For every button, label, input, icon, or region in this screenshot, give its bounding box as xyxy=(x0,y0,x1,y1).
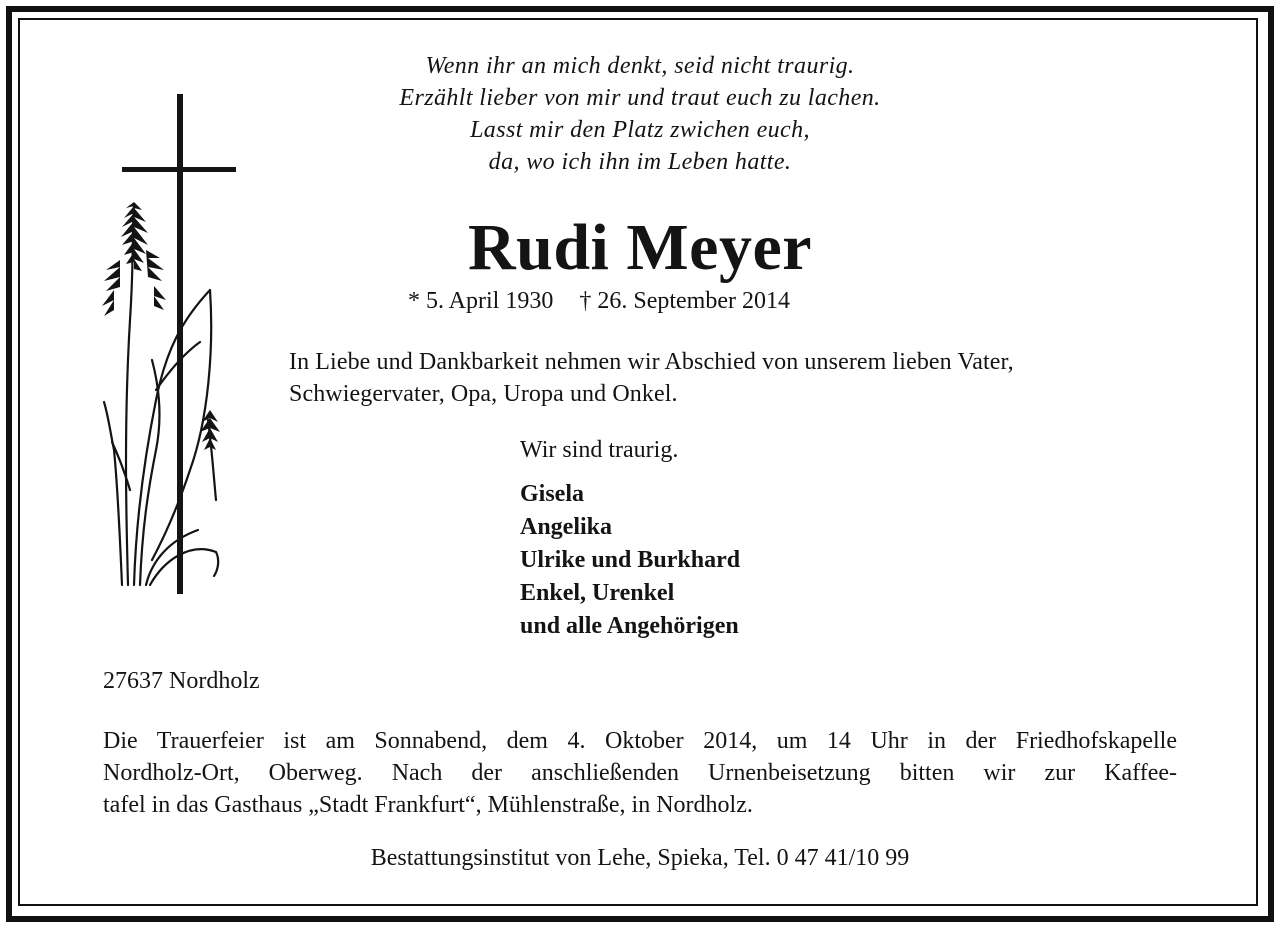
ceremony-line: tafel in das Gasthaus „Stadt Frankfurt“, Mühlenstraße, in Nordholz. xyxy=(103,792,753,818)
ceremony-line: Die Trauerfeier ist am Sonnabend, dem 4. Oktober 2014, um 14 Uhr in der Friedhofskapelle xyxy=(103,728,1177,754)
life-dates xyxy=(408,288,790,315)
farewell-line: In Liebe und Dankbarkeit nehmen wir Abschied von unserem lieben Vater, xyxy=(289,349,1014,375)
birth-date: * 5. April 1930 xyxy=(408,288,554,314)
family-list xyxy=(520,478,740,643)
family-member: und alle Angehörigen xyxy=(520,613,739,639)
family-member: Angelika xyxy=(520,514,613,540)
poem-line: Wenn ihr an mich denkt, seid nicht traurig. xyxy=(425,53,855,79)
poem-line: da, wo ich ihn im Leben hatte. xyxy=(488,149,792,175)
family-member: Enkel, Urenkel xyxy=(520,580,675,606)
deceased-name: Rudi Meyer xyxy=(467,211,813,284)
ceremony-text xyxy=(103,725,1177,821)
farewell-line: Schwiegervater, Opa, Uropa und Onkel. xyxy=(289,381,678,407)
funeral-home: Bestattungsinstitut von Lehe, Spieka, Tel. 0 47 41/10 99 xyxy=(370,845,910,871)
poem-line: Lasst mir den Platz zwichen euch, xyxy=(470,117,810,143)
family-member: Gisela xyxy=(520,481,584,507)
mourning-line: Wir sind traurig. xyxy=(520,437,679,463)
farewell-text xyxy=(289,346,1014,410)
ceremony-line: Nordholz-Ort, Oberweg. Nach der anschließenden Urnenbeisetzung bitten wir zur Kaffee- xyxy=(103,760,1177,786)
death-date: † 26. September 2014 xyxy=(579,288,790,314)
poem xyxy=(0,50,1280,178)
poem-line: Erzählt lieber von mir und traut euch zu lachen. xyxy=(399,85,881,111)
place: 27637 Nordholz xyxy=(103,668,260,694)
family-member: Ulrike und Burkhard xyxy=(520,547,741,573)
